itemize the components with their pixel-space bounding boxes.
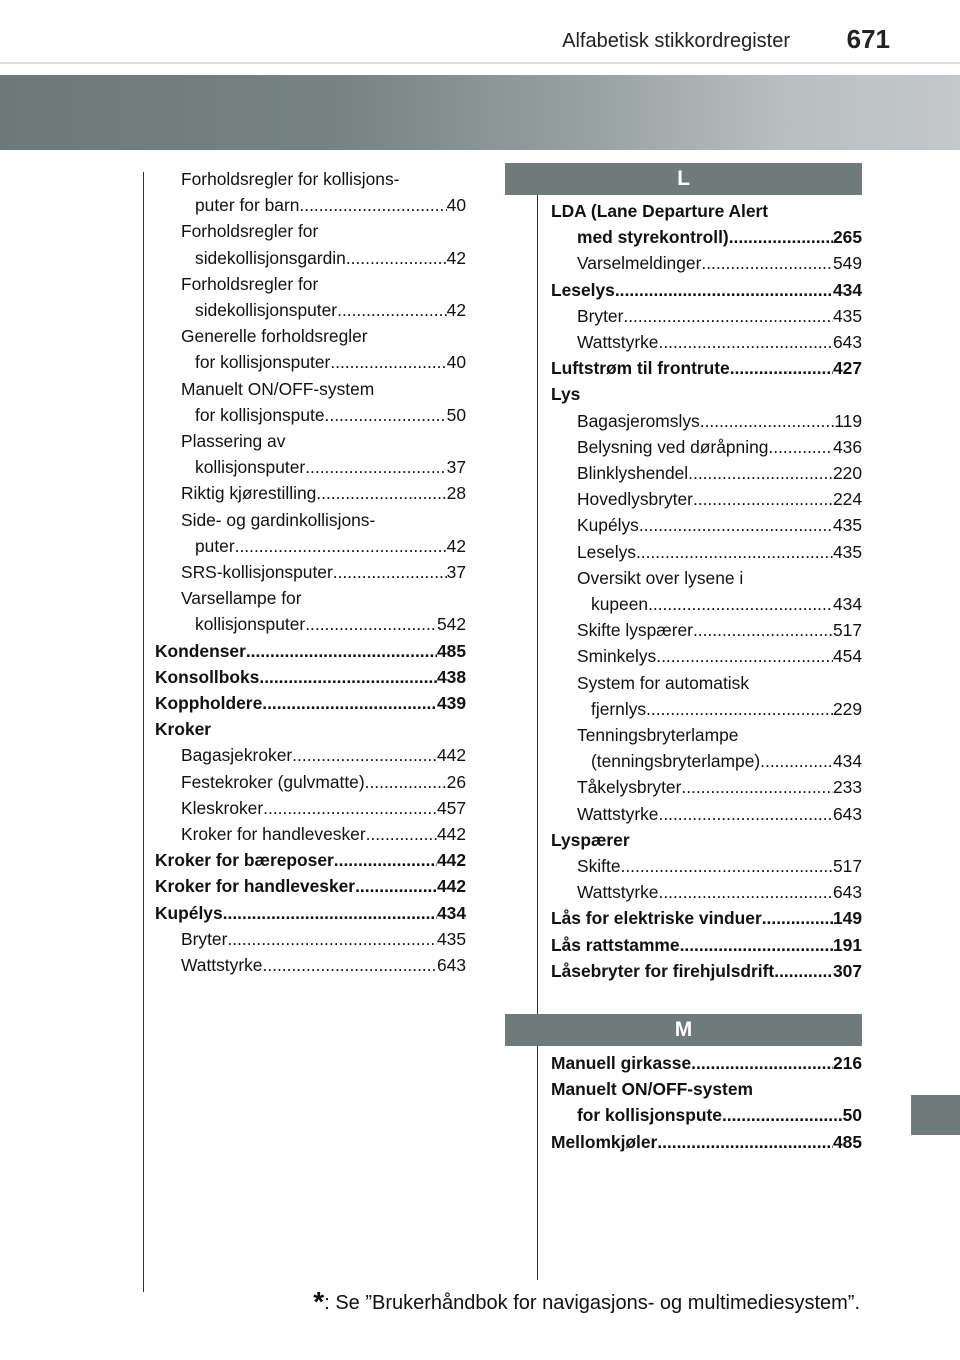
index-entry-text: Wattstyrke xyxy=(577,882,659,903)
index-entry-page: 40 xyxy=(446,195,466,216)
dot-leader xyxy=(658,801,833,827)
index-entry xyxy=(551,381,862,407)
index-entry xyxy=(551,617,862,643)
index-entry-page: 229 xyxy=(832,698,862,719)
index-entry xyxy=(155,559,466,585)
index-entry xyxy=(155,454,466,480)
index-entry xyxy=(551,696,862,722)
dot-leader xyxy=(768,434,833,460)
chapter-thumb-tab xyxy=(911,1095,960,1135)
section-header-l: L xyxy=(505,163,862,195)
index-entry-page: 517 xyxy=(832,620,862,641)
dot-leader xyxy=(701,250,833,276)
index-entry-page: 643 xyxy=(832,882,862,903)
index-entry xyxy=(155,297,466,323)
index-entry xyxy=(551,565,862,591)
index-entry-text: Koppholdere xyxy=(155,693,263,714)
index-entry-text: Varsellampe for xyxy=(181,588,302,609)
index-entry-text: Sminkelys xyxy=(577,646,657,667)
header-divider xyxy=(0,62,960,64)
dot-leader xyxy=(346,245,447,271)
index-entry xyxy=(155,245,466,271)
index-entry-text: Wattstyrke xyxy=(181,955,263,976)
index-entry xyxy=(551,722,862,748)
dot-leader xyxy=(681,774,833,800)
index-entry xyxy=(155,873,466,899)
index-entry-text: System for automatisk xyxy=(577,672,750,693)
index-entry xyxy=(551,774,862,800)
dot-leader xyxy=(680,932,833,958)
index-entry-text: Låsebryter for firehjulsdrift xyxy=(551,960,775,981)
dot-leader xyxy=(223,900,437,926)
index-entry-text: Manuelt ON/OFF-system xyxy=(181,378,375,399)
index-entry xyxy=(551,460,862,486)
page-number: 671 xyxy=(846,24,890,54)
index-entry-page: 42 xyxy=(446,300,466,321)
index-entry-page: 485 xyxy=(832,1131,862,1152)
index-entry-page: 216 xyxy=(832,1053,862,1073)
index-entry xyxy=(551,303,862,329)
index-entry-text: kollisjonsputer xyxy=(195,614,306,635)
index-entry xyxy=(155,769,466,795)
index-section-m xyxy=(551,1050,862,1155)
footnote-marker: * xyxy=(313,1286,325,1317)
index-entry xyxy=(551,958,862,984)
index-entry-page: 50 xyxy=(842,1105,862,1126)
index-entry xyxy=(155,690,466,716)
index-entry xyxy=(551,1076,862,1102)
index-entry-text: Manuell girkasse xyxy=(551,1053,692,1073)
index-entry-text: Lyspærer xyxy=(551,829,630,850)
index-entry xyxy=(551,198,862,224)
index-entry-page: 485 xyxy=(436,640,466,661)
index-entry-text: Kroker for handlevesker xyxy=(155,876,356,897)
dot-leader xyxy=(762,905,833,931)
index-entry xyxy=(155,376,466,402)
dot-leader xyxy=(334,847,437,873)
index-entry-text: Kleskroker xyxy=(181,797,264,818)
index-entry xyxy=(155,638,466,664)
dot-leader xyxy=(729,224,833,250)
index-entry xyxy=(551,748,862,774)
index-entry-page: 191 xyxy=(832,934,862,955)
index-entry-page: 643 xyxy=(832,332,862,353)
dot-leader xyxy=(648,591,833,617)
index-entry xyxy=(155,926,466,952)
index-entry xyxy=(155,847,466,873)
index-section-l xyxy=(551,198,862,984)
index-entry-text: Konsollboks xyxy=(155,666,260,687)
dot-leader xyxy=(636,539,833,565)
index-entry-text: Skifte xyxy=(577,856,621,877)
index-entry-text: Lås for elektriske vinduer xyxy=(551,908,762,929)
index-entry-text: Forholdsregler for xyxy=(181,273,319,294)
dot-leader xyxy=(263,795,437,821)
index-entry xyxy=(155,611,466,637)
dot-leader xyxy=(262,952,437,978)
index-entry-text: for kollisjonspute xyxy=(195,404,325,425)
index-entry-text: Tenningsbryterlampe xyxy=(577,725,739,746)
index-entry-page: 435 xyxy=(832,541,862,562)
index-entry-text: Plassering av xyxy=(181,431,286,452)
index-entry xyxy=(551,591,862,617)
left-column-rule xyxy=(143,172,144,1292)
index-entry-page: 435 xyxy=(436,928,466,949)
index-entry xyxy=(551,1050,862,1076)
index-entry xyxy=(551,329,862,355)
dot-leader xyxy=(305,611,437,637)
index-entry-text: Forholdsregler for xyxy=(181,221,319,242)
index-entry-page: 434 xyxy=(832,751,862,772)
index-entry-text: Tåkelysbryter xyxy=(577,777,682,798)
index-entry xyxy=(551,670,862,696)
footnote xyxy=(270,1286,860,1318)
index-entry-text: Forholdsregler for kollisjons- xyxy=(181,169,400,189)
index-entry-page: 442 xyxy=(436,876,466,897)
index-entry xyxy=(155,900,466,926)
index-entry xyxy=(155,795,466,821)
index-entry-page: 224 xyxy=(832,489,862,510)
index-entry-page: 434 xyxy=(436,902,466,923)
index-entry-text: Kupélys xyxy=(155,902,223,923)
dot-leader xyxy=(337,297,447,323)
dot-leader xyxy=(646,696,833,722)
index-entry-page: 40 xyxy=(446,352,466,373)
index-entry xyxy=(551,512,862,538)
index-entry-text: Varselmeldinger xyxy=(577,253,702,274)
index-entry xyxy=(551,539,862,565)
index-entry xyxy=(551,408,862,434)
chapter-banner xyxy=(0,75,960,150)
index-entry xyxy=(155,952,466,978)
dot-leader xyxy=(365,769,447,795)
dot-leader xyxy=(693,617,833,643)
index-entry-page: 434 xyxy=(832,594,862,615)
index-entry xyxy=(155,716,466,742)
index-entry-text: LDA (Lane Departure Alert xyxy=(551,201,769,221)
index-entry-text: Side- og gardinkollisjons- xyxy=(181,509,376,530)
index-entry-page: 28 xyxy=(446,483,466,504)
dot-leader xyxy=(246,638,437,664)
index-entry-text: Bryter xyxy=(577,305,624,326)
dot-leader xyxy=(658,329,833,355)
index-entry-page: 442 xyxy=(436,824,466,845)
index-entry-page: 265 xyxy=(832,227,862,248)
index-entry-text: SRS-kollisjonsputer xyxy=(181,562,333,583)
index-entry xyxy=(155,271,466,297)
index-entry-text: (tenningsbryterlampe) xyxy=(591,751,761,772)
index-entry-page: 439 xyxy=(436,693,466,714)
index-entry xyxy=(551,879,862,905)
dot-leader xyxy=(227,926,437,952)
index-entry xyxy=(551,801,862,827)
index-entry-page: 42 xyxy=(446,535,466,556)
index-entry-page: 643 xyxy=(436,955,466,976)
dot-leader xyxy=(262,690,437,716)
index-entry-page: 517 xyxy=(832,856,862,877)
index-entry xyxy=(155,192,466,218)
index-entry-text: sidekollisjonsputer xyxy=(195,300,338,321)
index-entry-text: med styrekontroll) xyxy=(577,227,729,248)
dot-leader xyxy=(615,277,833,303)
index-entry-text: Blinklyshendel xyxy=(577,463,689,484)
index-entry xyxy=(155,821,466,847)
dot-leader xyxy=(657,1129,833,1155)
dot-leader xyxy=(658,879,833,905)
index-entry xyxy=(551,905,862,931)
index-entry-text: Riktig kjørestilling xyxy=(181,483,317,504)
dot-leader xyxy=(688,460,833,486)
index-entry-page: 37 xyxy=(446,562,466,583)
right-column-rule xyxy=(537,195,538,1280)
index-entry-text: puter xyxy=(195,535,235,556)
index-entry-text: Wattstyrke xyxy=(577,332,659,353)
index-entry xyxy=(551,1129,862,1155)
index-entry xyxy=(155,664,466,690)
dot-leader xyxy=(621,853,833,879)
index-entry-page: 427 xyxy=(832,358,862,379)
index-entry xyxy=(155,428,466,454)
index-entry-page: 457 xyxy=(436,797,466,818)
index-entry-text: Oversikt over lysene i xyxy=(577,567,744,588)
index-entry-text: Leselys xyxy=(551,279,615,300)
index-entry-text: Kroker for handlevesker xyxy=(181,824,366,845)
index-entry-text: Manuelt ON/OFF-system xyxy=(551,1079,753,1100)
index-entry xyxy=(155,218,466,244)
index-entry xyxy=(155,166,466,192)
index-entry-text: for kollisjonspute xyxy=(577,1105,722,1126)
index-entry-page: 434 xyxy=(832,279,862,300)
dot-leader xyxy=(760,748,833,774)
dot-leader xyxy=(639,512,833,538)
index-entry-text: Lys xyxy=(551,384,581,405)
index-entry-text: Mellomkjøler xyxy=(551,1131,658,1152)
index-entry xyxy=(551,932,862,958)
index-entry-page: 454 xyxy=(832,646,862,667)
dot-leader xyxy=(730,355,833,381)
index-entry-text: Belysning ved døråpning xyxy=(577,436,769,457)
dot-leader xyxy=(722,1102,843,1128)
index-entry-page: 442 xyxy=(436,745,466,766)
index-entry-page: 438 xyxy=(436,666,466,687)
index-entry-text: Lås rattstamme xyxy=(551,934,680,955)
dot-leader xyxy=(366,821,437,847)
index-entry xyxy=(155,533,466,559)
index-entry-page: 643 xyxy=(832,803,862,824)
index-entry-text: kupeen xyxy=(591,594,649,615)
index-entry-text: for kollisjonsputer xyxy=(195,352,331,373)
index-entry-page: 26 xyxy=(446,771,466,792)
index-entry-page: 442 xyxy=(436,850,466,871)
index-entry xyxy=(155,480,466,506)
index-entry-page: 542 xyxy=(436,614,466,635)
index-entry xyxy=(155,323,466,349)
index-entry xyxy=(551,643,862,669)
dot-leader xyxy=(292,742,437,768)
dot-leader xyxy=(691,1050,833,1076)
index-entry-text: Wattstyrke xyxy=(577,803,659,824)
index-entry-text: Kupélys xyxy=(577,515,639,536)
index-entry xyxy=(155,585,466,611)
index-entry xyxy=(551,434,862,460)
dot-leader xyxy=(623,303,833,329)
dot-leader xyxy=(235,533,447,559)
dot-leader xyxy=(259,664,437,690)
index-entry-text: Festekroker (gulvmatte) xyxy=(181,771,365,792)
index-entry-text: fjernlys xyxy=(591,698,647,719)
index-entry-page: 435 xyxy=(832,305,862,326)
index-entry-page: 119 xyxy=(834,410,862,431)
index-entry-page: 37 xyxy=(446,457,466,478)
index-entry xyxy=(155,402,466,428)
index-entry xyxy=(155,507,466,533)
dot-leader xyxy=(330,349,446,375)
dot-leader xyxy=(656,643,833,669)
index-entry-text: Kondenser xyxy=(155,640,246,661)
dot-leader xyxy=(333,559,447,585)
dot-leader xyxy=(316,480,446,506)
index-entry-text: Bagasjeromslys xyxy=(577,410,700,431)
index-entry xyxy=(155,742,466,768)
index-entry-text: kollisjonsputer xyxy=(195,457,306,478)
index-entry-text: Generelle forholdsregler xyxy=(181,326,368,347)
dot-leader xyxy=(355,873,437,899)
index-entry xyxy=(155,349,466,375)
dot-leader xyxy=(299,192,446,218)
dot-leader xyxy=(325,402,447,428)
index-entry-page: 149 xyxy=(832,908,862,929)
index-entry xyxy=(551,827,862,853)
index-entry xyxy=(551,1102,862,1128)
dot-leader xyxy=(305,454,446,480)
index-entry-text: Kroker xyxy=(155,719,212,740)
index-left-column xyxy=(155,166,466,978)
index-entry xyxy=(551,355,862,381)
dot-leader xyxy=(693,486,833,512)
index-entry-page: 233 xyxy=(832,777,862,798)
index-entry-page: 42 xyxy=(446,247,466,268)
index-entry xyxy=(551,224,862,250)
index-entry-page: 435 xyxy=(832,515,862,536)
index-entry-text: Hovedlysbryter xyxy=(577,489,693,510)
section-header-m: M xyxy=(505,1014,862,1046)
index-entry-text: puter for barn xyxy=(195,195,300,216)
index-entry-text: Kroker for bæreposer xyxy=(155,850,334,871)
index-entry-page: 50 xyxy=(446,404,466,425)
index-entry-text: Bryter xyxy=(181,928,228,949)
index-entry-text: sidekollisjonsgardin xyxy=(195,247,346,268)
index-entry-text: Bagasjekroker xyxy=(181,745,293,766)
index-entry xyxy=(551,853,862,879)
index-entry-page: 436 xyxy=(832,436,862,457)
index-entry-page: 307 xyxy=(832,960,862,981)
index-entry-page: 220 xyxy=(832,463,862,484)
dot-leader xyxy=(774,958,833,984)
index-entry-page: 549 xyxy=(832,253,862,274)
index-entry xyxy=(551,486,862,512)
index-entry xyxy=(551,250,862,276)
index-entry xyxy=(551,277,862,303)
footnote-text: : Se ”Brukerhåndbok for navigasjons- og multimediesystem”. xyxy=(324,1292,860,1314)
page-header-title: Alfabetisk stikkordregister xyxy=(562,30,790,52)
index-entry-text: Luftstrøm til frontrute xyxy=(551,358,730,379)
dot-leader xyxy=(700,408,835,434)
index-entry-text: Leselys xyxy=(577,541,636,562)
index-entry-text: Skifte lyspærer xyxy=(577,620,693,641)
